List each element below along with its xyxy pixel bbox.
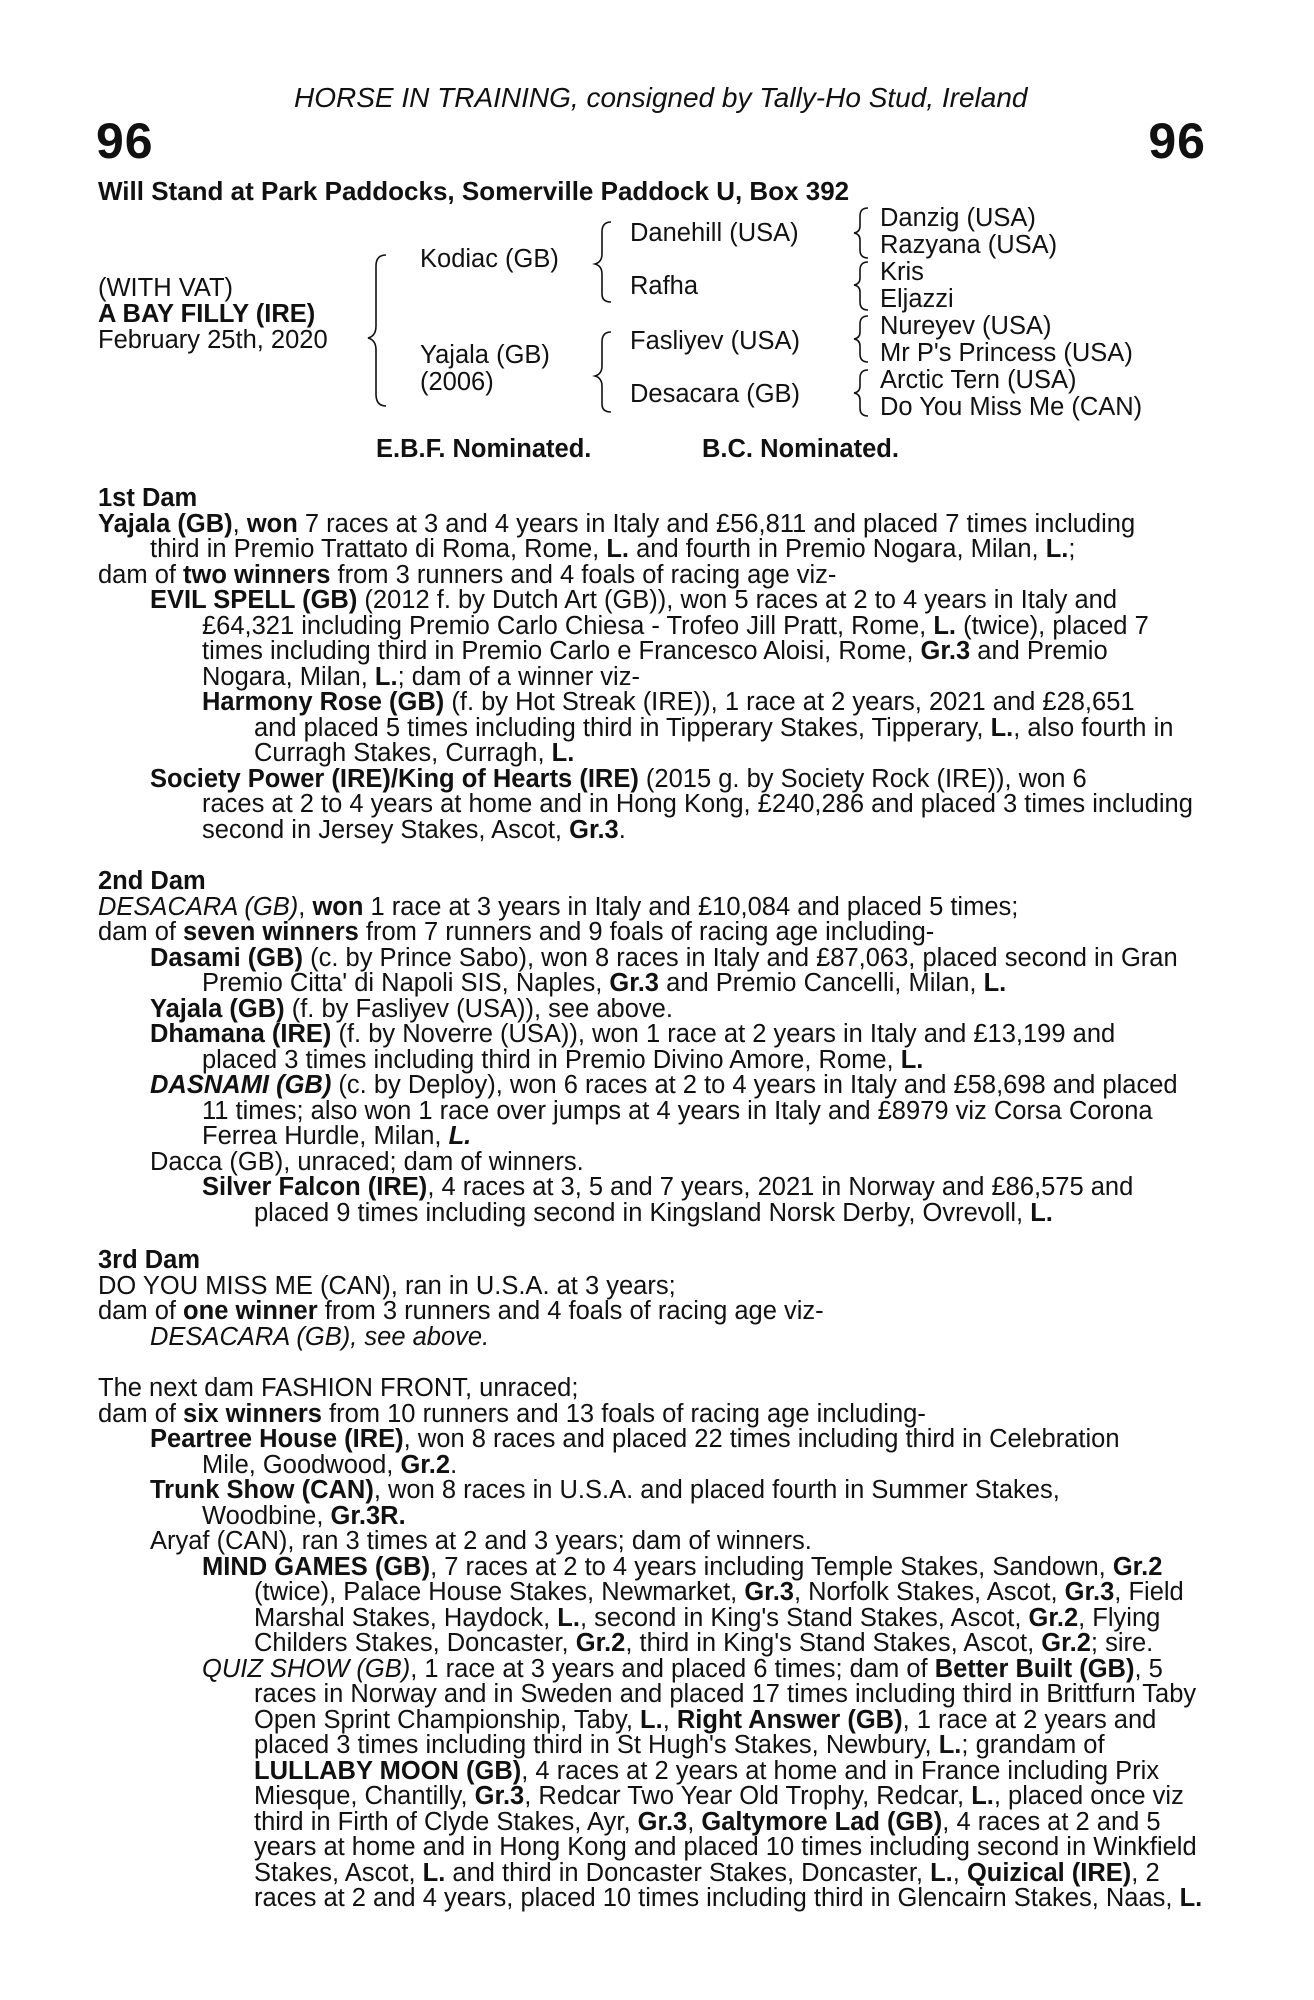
produce-dasami: Dasami (GB) (c. by Prince Sabo), won 8 races in Italy and £87,063, placed second in Gran (150, 943, 1178, 972)
produce-line: 11 times; also won 1 race over jumps at 4 years in Italy and £8979 viz Corsa Corona (202, 1096, 1153, 1125)
produce-line: races in Norway and in Sweden and placed 17 times including third in Brittfurn Taby (254, 1680, 1197, 1708)
pedigree-sss: Danzig (USA) (880, 204, 1036, 232)
pedigree-sds: Kris (880, 258, 924, 286)
produce-line: LULLABY MOON (GB), 4 races at 2 years at home and in France including Prix (254, 1756, 1160, 1785)
produce-line: Premio Citta' di Napoli SIS, Naples, Gr.3 and Premio Cancelli, Milan, L. (202, 969, 1007, 997)
lot-number-right: 96 (1148, 113, 1206, 169)
pedigree-dsd: Mr P's Princess (USA) (880, 339, 1133, 367)
stand-location: Will Stand at Park Paddocks, Somerville Paddock U, Box 392 (98, 176, 850, 206)
produce-line: placed 3 times including third in Premio Divino Amore, Rome, L. (202, 1045, 924, 1074)
produce-line: Mile, Goodwood, Gr.2. (202, 1450, 458, 1479)
produce-line: races at 2 to 4 years at home and in Hong Kong, £240,286 and placed 3 times including (202, 790, 1193, 818)
produce-line: placed 3 times including third in St Hugh's Stakes, Newbury, L.; grandam of (254, 1731, 1105, 1759)
produce-evil-spell: EVIL SPELL (GB) (2012 f. by Dutch Art (GB)), won 5 races at 2 to 4 years in Italy and (150, 586, 1118, 614)
produce-line: Open Sprint Championship, Taby, L., Right Answer (GB), 1 race at 2 years and (254, 1705, 1157, 1734)
produce-line: and placed 5 times including third in Tipperary Stakes, Tipperary, L., also fourth in (254, 713, 1174, 742)
pedigree-sire-sire: Danehill (USA) (630, 219, 799, 247)
produce-dhamana: Dhamana (IRE) (f. by Noverre (USA)), won 1 race at 2 years in Italy and £13,199 and (150, 1020, 1116, 1048)
produce-line: Woodbine, Gr.3R. (202, 1501, 406, 1530)
produce-dasnami: DASNAMI (GB) (c. by Deploy), won 6 races at 2 to 4 years in Italy and £58,698 and placed (150, 1071, 1178, 1099)
produce-line: Marshal Stakes, Haydock, L., second in King's Stand Stakes, Ascot, Gr.2, Flying (254, 1603, 1161, 1632)
pedigree-ddd: Do You Miss Me (CAN) (880, 393, 1143, 421)
first-dam-line: third in Premio Trattato di Roma, Rome, L. and fourth in Premio Nogara, Milan, L.; (150, 535, 1076, 563)
produce-society-power: Society Power (IRE)/King of Hearts (IRE) (2015 g. by Society Rock (IRE)), won 6 (150, 764, 1087, 793)
next-dam-line: The next dam FASHION FRONT, unraced; (98, 1374, 579, 1402)
produce-quiz-show: QUIZ SHOW (GB), 1 race at 3 years and placed 6 times; dam of Better Built (GB), 5 (202, 1654, 1163, 1683)
third-dam-line: dam of one winner from 3 runners and 4 foals of racing age viz- (98, 1297, 824, 1325)
produce-line: Curragh Stakes, Curragh, L. (254, 739, 575, 767)
first-dam-section (98, 486, 1206, 843)
second-dam-line: DESACARA (GB), won 1 race at 3 years in Italy and £10,084 and placed 5 times; (98, 892, 1019, 921)
pedigree-dam-dam: Desacara (GB) (630, 380, 801, 408)
next-dam-section (98, 1376, 1206, 1912)
third-dam-heading: 3rd Dam (98, 1246, 201, 1274)
next-dam-line: dam of six winners from 10 runners and 13 foals of racing age including- (98, 1399, 926, 1428)
produce-line: Miesque, Chantilly, Gr.3, Redcar Two Year Old Trophy, Redcar, L., placed once viz (254, 1782, 1184, 1810)
pedigree-dam-year: (2006) (420, 368, 494, 396)
produce-dacca: Dacca (GB), unraced; dam of winners. (150, 1147, 584, 1176)
horse-name: A BAY FILLY (IRE) (98, 300, 316, 328)
bc-nomination: B.C. Nominated. (702, 435, 899, 463)
lot-number-left: 96 (96, 113, 154, 169)
pedigree-dam-sire: Fasliyev (USA) (630, 327, 801, 355)
produce-silver-falcon: Silver Falcon (IRE), 4 races at 3, 5 and 7 years, 2021 in Norway and £86,575 and (202, 1173, 1134, 1201)
produce-harmony-rose: Harmony Rose (GB) (f. by Hot Streak (IRE)), 1 race at 2 years, 2021 and £28,651 (202, 688, 1135, 716)
produce-peartree-house: Peartree House (IRE), won 8 races and placed 22 times including third in Celebration (150, 1425, 1120, 1453)
third-dam-line: DO YOU MISS ME (CAN), ran in U.S.A. at 3 years; (98, 1271, 676, 1300)
produce-line: £64,321 including Premio Carlo Chiesa - Trofeo Jill Pratt, Rome, L. (twice), placed 7 (202, 611, 1149, 640)
first-dam-heading: 1st Dam (98, 484, 198, 512)
third-dam-section (98, 1248, 1206, 1350)
produce-line: years at home and in Hong Kong and placed 10 times including second in Winkfield (254, 1833, 1197, 1861)
pedigree-ssd: Razyana (USA) (880, 231, 1058, 259)
horse-dob: February 25th, 2020 (98, 326, 328, 354)
ebf-nomination: E.B.F. Nominated. (376, 435, 592, 463)
second-dam-heading: 2nd Dam (98, 867, 206, 895)
produce-line: Childers Stakes, Doncaster, Gr.2, third in King's Stand Stakes, Ascot, Gr.2; sire. (254, 1629, 1154, 1657)
produce-line: times including third in Premio Carlo e Francesco Aloisi, Rome, Gr.3 and Premio (202, 637, 1108, 665)
produce-line: Nogara, Milan, L.; dam of a winner viz- (202, 662, 640, 691)
third-dam-line: DESACARA (GB), see above. (150, 1322, 490, 1351)
pedigree-dds: Arctic Tern (USA) (880, 366, 1077, 394)
first-dam-line: Yajala (GB), won 7 races at 3 and 4 years in Italy and £56,811 and placed 7 times including (98, 509, 1136, 538)
produce-mind-games: MIND GAMES (GB), 7 races at 2 to 4 years including Temple Stakes, Sandown, Gr.2 (202, 1552, 1163, 1581)
pedigree-sire: Kodiac (GB) (420, 245, 559, 273)
pedigree-dam: Yajala (GB) (420, 341, 550, 369)
first-dam-line: dam of two winners from 3 runners and 4 foals of racing age viz- (98, 560, 837, 589)
second-dam-line: dam of seven winners from 7 runners and 9 foals of racing age including- (98, 918, 935, 946)
produce-line: Ferrea Hurdle, Milan, L. (202, 1122, 472, 1150)
produce-trunk-show: Trunk Show (CAN), won 8 races in U.S.A. and placed fourth in Summer Stakes, (150, 1476, 1060, 1504)
produce-line: placed 9 times including second in Kingsland Norsk Derby, Ovrevoll, L. (254, 1198, 1053, 1227)
produce-line: third in Firth of Clyde Stakes, Ayr, Gr.3, Galtymore Lad (GB), 4 races at 2 and 5 (254, 1807, 1161, 1836)
pedigree-sdd: Eljazzi (880, 285, 954, 313)
produce-line: races at 2 and 4 years, placed 10 times including third in Glencairn Stakes, Naas, L. (254, 1884, 1203, 1912)
pedigree-dss: Nureyev (USA) (880, 312, 1052, 340)
produce-line: (twice), Palace House Stakes, Newmarket, Gr.3, Norfolk Stakes, Ascot, Gr.3, Field (254, 1578, 1184, 1606)
produce-line: Stakes, Ascot, L. and third in Doncaster Stakes, Doncaster, L., Quizical (IRE), 2 (254, 1858, 1160, 1887)
produce-line: second in Jersey Stakes, Ascot, Gr.3. (202, 815, 626, 844)
vat-note: (WITH VAT) (98, 274, 234, 302)
catalogue-header: HORSE IN TRAINING, consigned by Tally-Ho Stud, Ireland (294, 82, 1028, 113)
pedigree-sire-dam: Rafha (630, 272, 699, 300)
produce-aryaf: Aryaf (CAN), ran 3 times at 2 and 3 years; dam of winners. (150, 1527, 812, 1555)
second-dam-section (98, 869, 1206, 1226)
produce-yajala: Yajala (GB) (f. by Fasliyev (USA)), see above. (150, 994, 673, 1023)
